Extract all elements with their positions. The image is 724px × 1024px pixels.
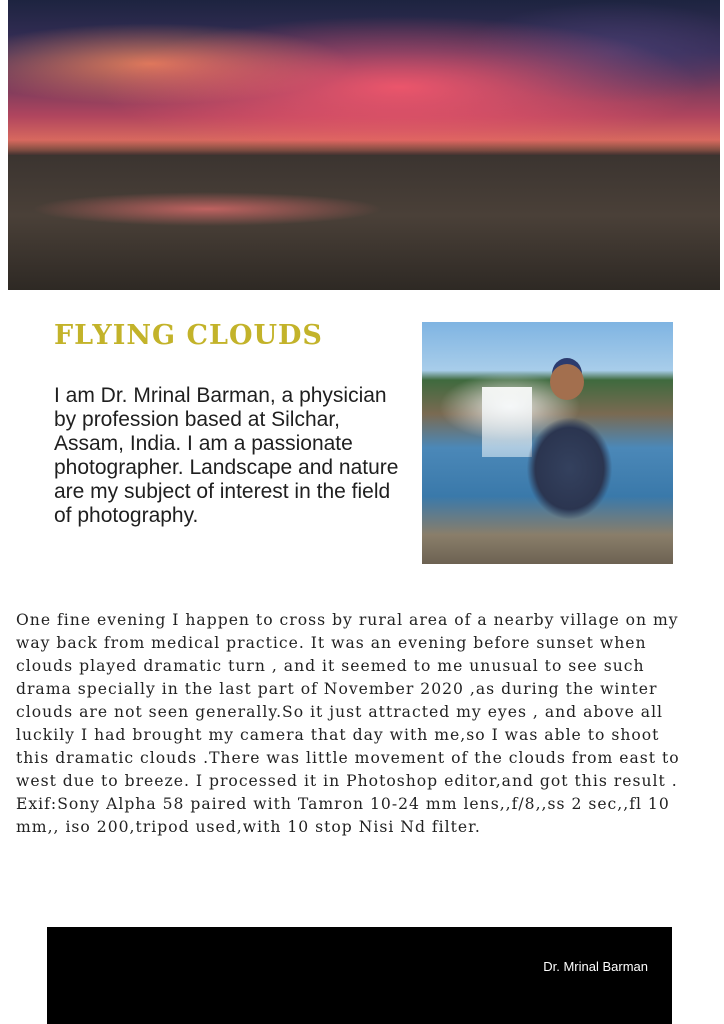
story-body: One fine evening I happen to cross by rural area of a nearby village on my way back from medical practice. It was an evening before sunset when clouds played dramatic turn , and it seemed to me unusual to see such drama specially in the last part of November 2020 ,as during the winter clouds are not seen generally.So it just attracted my eyes , and above all luckily I had brought my camera that day with me,so I was able to shoot this dramatic clouds .There was little movement of the clouds from east to west due to breeze. I processed it in Photoshop editor,and got this result .: [16, 611, 680, 790]
author-intro: I am Dr. Mrinal Barman, a physician by profession based at Silchar, Assam, India. I am a passionate photographer. Landscape and nature are my subject of interest in the field of photography.: [54, 384, 399, 527]
article-title: FLYING CLOUDS: [54, 320, 323, 351]
story-exif: Exif:Sony Alpha 58 paired with Tamron 10-24 mm lens,,f/8,,ss 2 sec,,fl 10 mm,, iso 200,tripod used,with 10 stop Nisi Nd filter.: [16, 795, 670, 836]
hero-photo-sunset-clouds: [8, 0, 720, 290]
hero-ground-reflection: [8, 155, 720, 290]
portrait-head: [550, 364, 584, 400]
story-text: [16, 609, 696, 839]
portrait-person: [522, 392, 617, 562]
footer-credit: Dr. Mrinal Barman: [543, 959, 648, 974]
author-portrait-photo: [422, 322, 673, 564]
footer-bar: [47, 927, 672, 1024]
